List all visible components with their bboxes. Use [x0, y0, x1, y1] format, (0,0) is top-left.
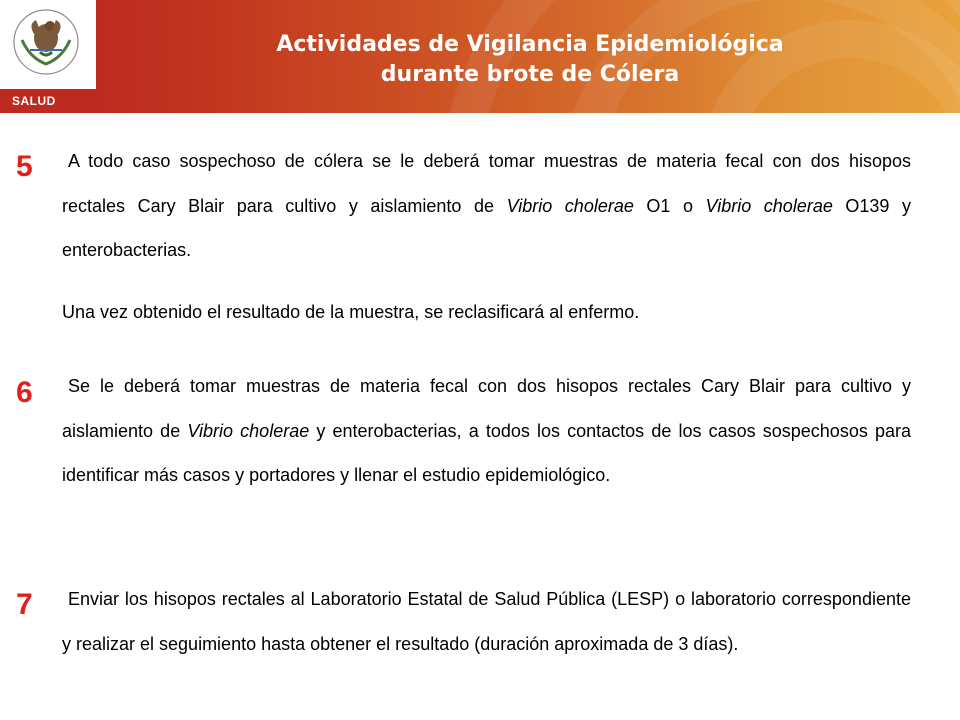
header-banner: [0, 0, 960, 113]
item-paragraph-followup: Una vez obtenido el resultado de la muestra, se reclasificará al enfermo.: [62, 302, 640, 322]
item-number: 7: [16, 588, 33, 621]
item-number: 6: [16, 376, 33, 409]
item-number: 5: [16, 150, 33, 183]
title-line-1: Actividades de Vigilancia Epidemiológica: [276, 32, 784, 57]
item-paragraph: Enviar los hisopos rectales al Laboratorio Estatal de Salud Pública (LESP) o laboratorio correspondiente y realizar el seguimiento hasta obtener el resultado (duración aproximada de 3 días).: [62, 589, 911, 654]
mexico-seal-icon: [0, 0, 96, 90]
species-name: Vibrio cholerae: [705, 195, 833, 216]
species-name: Vibrio cholerae: [506, 195, 634, 216]
item-paragraph: Se le deberá tomar muestras de materia fecal con dos hisopos rectales Cary Blair para cultivo y aislamiento de Vibrio cholerae y enterobacterias, a todos los contactos de los casos sospechosos para identificar más casos y portadores y llenar el estudio epidemiológico.: [62, 376, 911, 485]
item-paragraph: [62, 139, 911, 273]
species-name: Vibrio cholerae: [187, 420, 310, 441]
title-line-2: durante brote de Cólera: [380, 62, 680, 87]
page-title: [140, 30, 920, 90]
salud-label: SALUD: [0, 89, 96, 113]
paragraph-text: A todo caso sospechoso de cólera se le deberá tomar muestras de materia fecal con dos hisopos rectales Cary Blair para cultivo y aislamiento de Vibrio cholerae O1 o Vibrio cholerae O139 y enterobacterias.: [62, 151, 911, 260]
salud-logo: [0, 0, 96, 113]
